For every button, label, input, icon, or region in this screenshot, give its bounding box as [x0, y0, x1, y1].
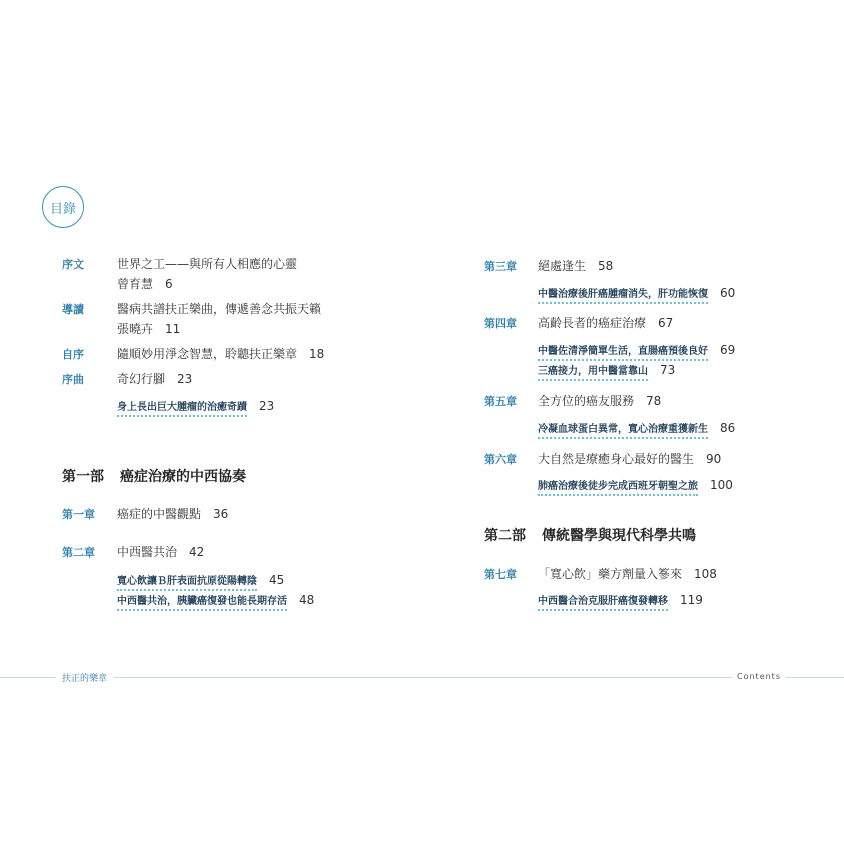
page-number: 67 [658, 316, 674, 330]
entry-guide-author [117, 320, 180, 337]
page-number: 45 [269, 573, 285, 587]
entry-preface-author [117, 275, 173, 292]
sub-entry-title: 中醫治療後肝癌腫瘤消失，肝功能恢復 [538, 289, 708, 304]
entry-prelude[interactable] [117, 370, 192, 387]
label-ch4: 第四章 [484, 317, 517, 330]
sub-entry-ch6-1[interactable] [538, 474, 733, 493]
page-number: 78 [646, 394, 662, 408]
part-two-heading[interactable] [484, 525, 696, 545]
footer-section-label: Contents [737, 672, 781, 681]
entry-author: 曾育慧 [117, 277, 154, 291]
label-ch3: 第三章 [484, 260, 517, 273]
entry-author-preface[interactable] [117, 345, 324, 362]
part-title: 癌症治療的中西協奏 [120, 469, 246, 485]
entry-title: 絕處逢生 [538, 259, 587, 273]
sub-entry-title: 三癌接力，用中醫當靠山 [538, 366, 648, 381]
label-ch2: 第二章 [62, 546, 95, 559]
entry-guide[interactable] [117, 300, 321, 317]
toc-badge-text: 目錄 [49, 201, 76, 217]
entry-ch4[interactable] [538, 314, 673, 331]
sub-entry-title: 身上長出巨大腫瘤的治癒奇蹟 [117, 402, 247, 417]
entry-ch3[interactable] [538, 257, 613, 274]
page-number: 69 [720, 343, 736, 357]
part-title: 傳統醫學與現代科學共鳴 [542, 528, 696, 544]
page-number: 36 [213, 507, 229, 521]
sub-entry-ch2-2[interactable] [117, 589, 314, 608]
sub-entry-ch5-1[interactable] [538, 417, 735, 436]
label-ch1: 第一章 [62, 508, 95, 521]
sub-entry-title: 寬心飲讓Ｂ肝表面抗原從陽轉陰 [117, 576, 257, 591]
label-preface: 序文 [62, 258, 84, 271]
entry-title: 隨順妙用淨念智慧，聆聽扶正樂章 [117, 347, 298, 361]
entry-title: 中西醫共治 [117, 545, 178, 559]
page-number: 11 [165, 322, 181, 336]
page-number: 48 [299, 593, 315, 607]
footer-rule-right [786, 677, 844, 678]
page-number: 18 [309, 347, 325, 361]
label-author-preface: 自序 [62, 348, 84, 361]
entry-title: 世界之工——與所有人相應的心靈 [117, 257, 298, 271]
page-number: 90 [706, 452, 722, 466]
entry-ch7[interactable] [538, 565, 717, 582]
entry-title: 大自然是療癒身心最好的醫生 [538, 452, 695, 466]
sub-entry-prelude[interactable] [117, 395, 274, 414]
footer-rule-middle [114, 677, 732, 678]
footer-book-title: 扶正的樂章 [62, 674, 108, 684]
part-number: 第一部 [62, 469, 104, 485]
entry-ch5[interactable] [538, 392, 661, 409]
sub-entry-ch2-1[interactable] [117, 569, 284, 588]
sub-entry-ch4-2[interactable] [538, 359, 675, 378]
sub-entry-ch7-1[interactable] [538, 589, 703, 608]
entry-title: 高齡長者的癌症治療 [538, 316, 647, 330]
part-number: 第二部 [484, 528, 526, 544]
entry-title: 醫病共譜扶正樂曲，傳遞善念共振天籟 [117, 302, 322, 316]
sub-entry-ch4-1[interactable] [538, 339, 735, 358]
page-number: 23 [259, 399, 275, 413]
entry-title: 癌症的中醫觀點 [117, 507, 202, 521]
page-number: 100 [710, 478, 733, 492]
page-number: 23 [177, 372, 193, 386]
label-prelude: 序曲 [62, 373, 84, 386]
label-ch6: 第六章 [484, 453, 517, 466]
entry-title: 「寬心飲」藥方劑量入篸來 [538, 567, 683, 581]
label-ch7: 第七章 [484, 568, 517, 581]
entry-ch6[interactable] [538, 450, 721, 467]
part-one-heading[interactable] [62, 466, 246, 486]
sub-entry-title: 冷凝血球蛋白異常，寬心治療重獲新生 [538, 424, 708, 439]
page-number: 119 [680, 593, 703, 607]
page-number: 42 [189, 545, 205, 559]
sub-entry-title: 中西醫共治，胰臟癌復發也能長期存活 [117, 596, 287, 611]
label-guide: 導讀 [62, 303, 84, 316]
page-number: 60 [720, 286, 736, 300]
entry-title: 奇幻行腳 [117, 372, 166, 386]
page-number: 6 [165, 277, 173, 291]
sub-entry-title: 肺癌治療後徒步完成西班牙朝聖之旅 [538, 481, 698, 496]
entry-preface[interactable] [117, 255, 297, 272]
page-number: 86 [720, 421, 736, 435]
toc-badge [42, 186, 84, 228]
entry-title: 全方位的癌友服務 [538, 394, 635, 408]
sub-entry-title: 中醫佐清淨簡單生活，直腸癌預後良好 [538, 346, 708, 361]
entry-ch2[interactable] [117, 543, 204, 560]
footer-rule-left [0, 677, 56, 678]
sub-entry-ch3-1[interactable] [538, 282, 735, 301]
page-number: 58 [598, 259, 614, 273]
page-number: 108 [694, 567, 717, 581]
entry-ch1[interactable] [117, 505, 228, 522]
entry-author: 張曉卉 [117, 322, 154, 336]
sub-entry-title: 中西醫合治克服肝癌復發轉移 [538, 596, 668, 611]
page-number: 73 [660, 363, 676, 377]
label-ch5: 第五章 [484, 395, 517, 408]
